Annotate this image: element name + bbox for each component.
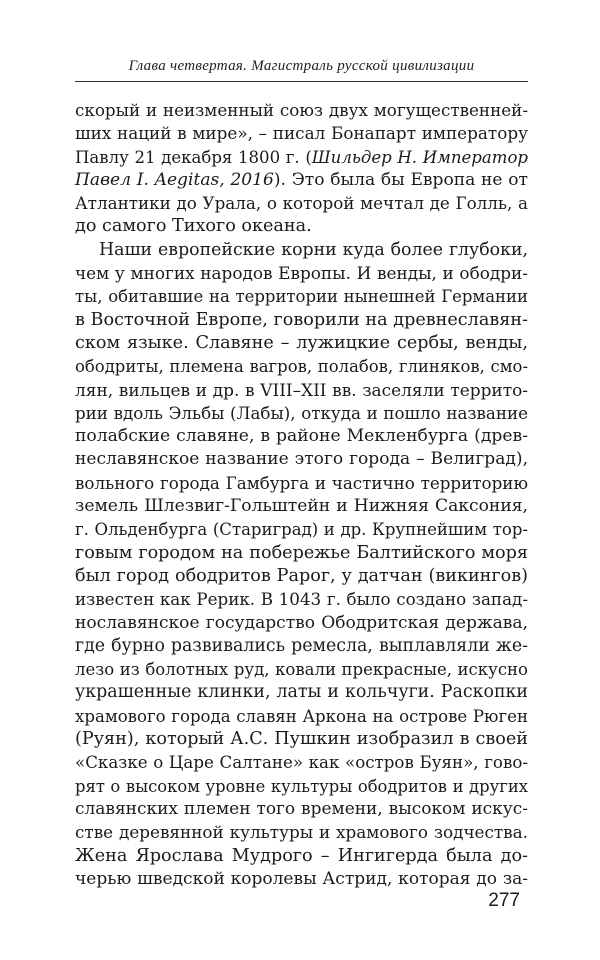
text-line: чем у многих народов Европы. И венды, и ободри- xyxy=(75,263,528,284)
text-line: земель Шлезвиг-Гольштейн и Нижняя Саксония, xyxy=(75,496,528,517)
body-text xyxy=(75,99,528,891)
text-line-indent: Наши европейские корни куда более глубоки, xyxy=(99,239,528,260)
text-line: г. Ольденбурга (Стариград) и др. Крупнейшим тор- xyxy=(75,520,528,540)
text-line: ших наций в мире», – писал Бонапарт императору xyxy=(75,123,528,144)
text-line: храмового города славян Аркона на острове Рюген xyxy=(75,706,528,726)
text-line: был город ободритов Рарог, у датчан (викингов) xyxy=(75,565,528,586)
text-line: до самого Тихого океана. xyxy=(75,216,312,237)
text-line: Павел I. Aegitas, 2016). Это была бы Европа не от xyxy=(75,169,528,190)
text-line: украшенные клинки, латы и кольчуги. Раскопки xyxy=(75,682,528,703)
text-line: неславянское название этого города – Велиград), xyxy=(75,449,528,470)
text-line: ском языке. Славяне – лужицкие сербы, венды, xyxy=(75,332,528,353)
header-rule xyxy=(75,81,528,82)
text-line: нославянское государство Ободритская держава, xyxy=(75,612,528,633)
text-line: лян, вильцев и др. в VIII–XII вв. заселяли террито- xyxy=(75,379,528,400)
text-line: черью шведской королевы Астрид, которая до за- xyxy=(75,868,528,889)
citation: Павел I. Aegitas, 2016 xyxy=(75,169,274,190)
text-line: ты, обитавшие на территории нынешней Германии xyxy=(75,287,528,307)
text-line: скорый и неизменный союз двух могущественней- xyxy=(75,100,528,120)
text-line: где бурно развивались ремесла, выплавляли же- xyxy=(75,635,528,656)
text-line: (Руян), который А.С. Пушкин изобразил в своей xyxy=(75,729,528,750)
text-line: лезо из болотных руд, ковали прекрасные, искусно xyxy=(75,660,528,680)
running-head: Глава четвертая. Магистраль русской цивилизации xyxy=(128,58,475,74)
text-line: славянских племен того времени, высоком искус- xyxy=(75,798,528,819)
text-line: Жена Ярослава Мудрого – Ингигерда была до- xyxy=(75,845,528,866)
text-line: рии вдоль Эльбы (Лабы), откуда и пошло название xyxy=(75,403,528,423)
page-number: 277 xyxy=(488,890,520,911)
text-line: ободриты, племена вагров, полабов, глиняков, смо- xyxy=(75,357,528,377)
text-line: говым городом на побережье Балтийского моря xyxy=(75,542,528,563)
text-line: рят о высоком уровне культуры ободритов и других xyxy=(75,776,528,796)
text-line: полабские славяне, в районе Мекленбурга (древ- xyxy=(75,426,528,447)
text-line: Павлу 21 декабря 1800 г. (Шильдер Н. Император xyxy=(75,147,529,167)
text-line: вольного города Гамбурга и частично территорию xyxy=(75,472,528,493)
citation: Шильдер Н. Император xyxy=(311,147,529,167)
text-line: Атлантики до Урала, о которой мечтал де Голль, а xyxy=(75,193,528,214)
text-line: «Сказке о Царе Салтане» как «остров Буян», гово- xyxy=(75,753,528,773)
text-line: в Восточной Европе, говорили на древнеславян- xyxy=(75,309,528,330)
text-line: известен как Рерик. В 1043 г. было создано запад- xyxy=(75,589,528,610)
text-line: стве деревянной культуры и храмового зодчества. xyxy=(75,822,528,843)
